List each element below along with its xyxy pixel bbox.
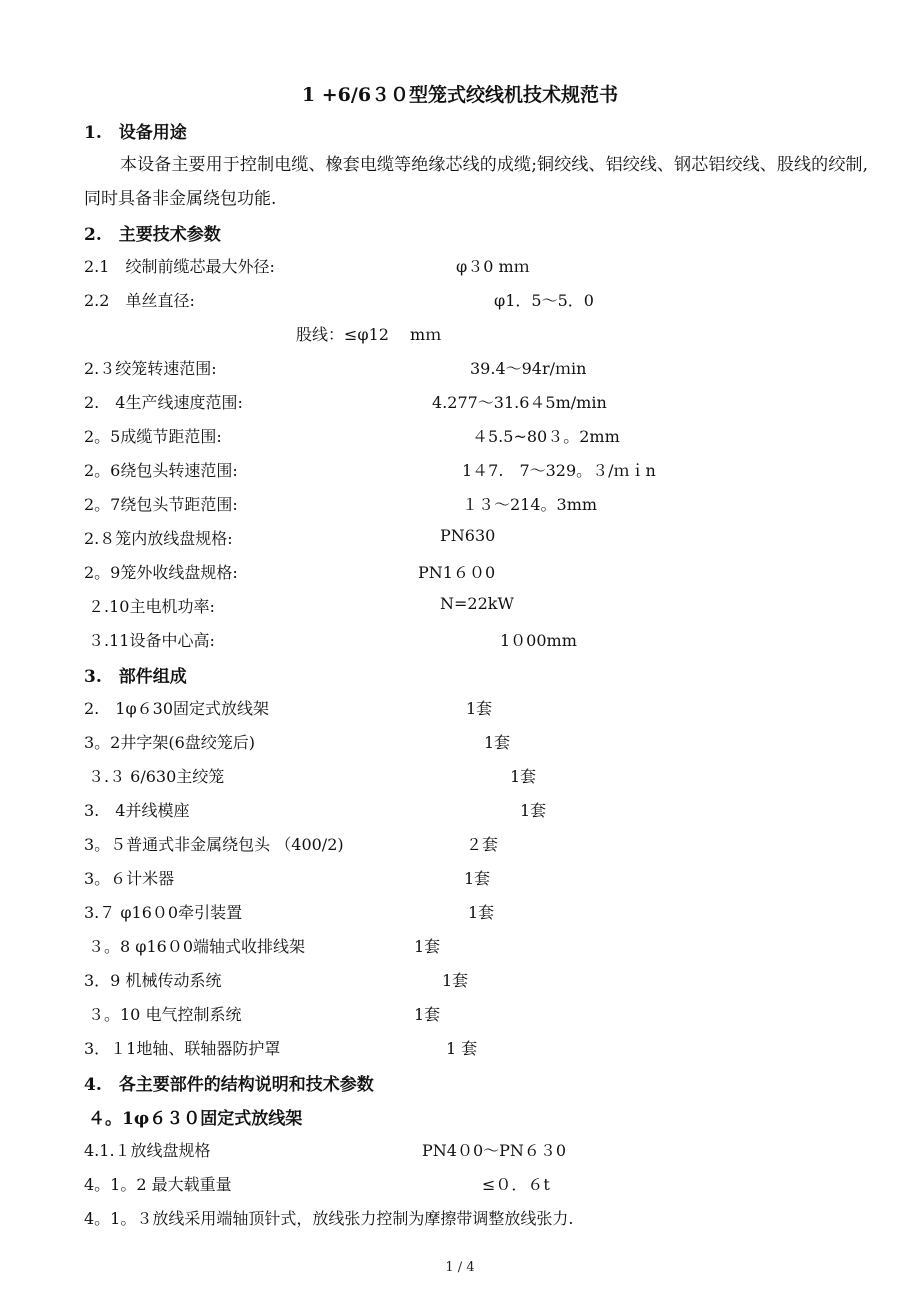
part-quantity: 1套: [510, 767, 537, 786]
part-row: [0, 798, 920, 826]
param-row: [0, 288, 920, 316]
part-label: 3.７ φ16０0牵引装置: [84, 903, 243, 922]
part-quantity: 1 套: [446, 1039, 478, 1058]
section-1-heading: 1. 设备用途: [84, 123, 187, 143]
param-label: 2.８笼内放线盘规格:: [84, 529, 233, 548]
param-value: 39.4～94r/ｍin: [470, 359, 587, 378]
param-value: φ1．5～5．0: [494, 291, 594, 310]
param-label: 2。5成缆节距范围:: [84, 427, 222, 446]
part-row: [0, 764, 920, 792]
spec-row: [0, 1138, 920, 1166]
document-title: 1 +6/6３０型笼式绞线机技术规范书: [301, 84, 619, 106]
param-value: N=22kW: [440, 594, 514, 613]
section-3-heading: 3. 部件组成: [84, 667, 187, 687]
spec-label: 4.1.１放线盘规格: [84, 1141, 211, 1160]
part-label: ３.３ 6/630主绞笼: [88, 767, 225, 786]
part-row: [0, 1002, 920, 1030]
param-label: ３.11设备中心高:: [88, 631, 215, 650]
param-value: １３～214。3mm: [462, 495, 598, 514]
part-quantity: 1套: [464, 869, 491, 888]
param-label: 2。9笼外收线盘规格:: [84, 563, 238, 582]
part-label: 3。2井字架(6盘绞笼后): [84, 733, 256, 752]
spec-label: 4。1。2 最大载重量: [84, 1175, 232, 1194]
section-4-heading: 4. 各主要部件的结构说明和技术参数: [84, 1075, 374, 1095]
param-value: φ３0 mｍ: [456, 257, 530, 276]
param-row: [0, 492, 920, 520]
part-row: [0, 730, 920, 758]
param-label: 2。7绕包头节距范围:: [84, 495, 238, 514]
param-label: 2.1 绞制前缆芯最大外径:: [84, 257, 275, 276]
param-row: [0, 390, 920, 418]
spec-value: ≤０．６t: [482, 1175, 550, 1194]
param-label: 2。6绕包头转速范围:: [84, 461, 238, 480]
param-row: [0, 356, 920, 384]
spec-value: PN4０0～PN６３0: [422, 1141, 567, 1160]
part-quantity: 1套: [414, 937, 441, 956]
param-value: PN1６０0: [418, 563, 496, 582]
param-value: PN630: [440, 526, 496, 545]
part-row: [0, 866, 920, 894]
param-row: [0, 458, 920, 486]
part-label: 3. 4并线模座: [84, 801, 190, 820]
part-label: 3．9 机械传动系统: [84, 971, 222, 990]
param-row: [0, 560, 920, 588]
part-row: [0, 696, 920, 724]
section-4-1-heading: ４。1φ６３０固定式放线架: [88, 1109, 303, 1129]
param-label: 2.３绞笼转速范围:: [84, 359, 217, 378]
param-label: 2. 4生产线速度范围:: [84, 393, 243, 412]
param-row: [0, 628, 920, 656]
part-quantity: 1套: [484, 733, 511, 752]
param-label: ２.10主电机功率:: [88, 597, 215, 616]
param-value: ４5.5~80３。2mm: [472, 427, 620, 446]
part-row: [0, 934, 920, 962]
param-value: 1４7. 7～329。３/ｍｉn: [462, 461, 656, 480]
part-quantity: 1套: [466, 699, 493, 718]
param-label: 2.2 单丝直径:: [84, 291, 195, 310]
part-row: [0, 1036, 920, 1064]
part-row: [0, 832, 920, 860]
part-label: 3。６计米器: [84, 869, 175, 888]
part-quantity: ２套: [466, 835, 499, 854]
part-label: ３。8 φ16０0端轴式收排线架: [88, 937, 306, 956]
spec-row: [0, 1172, 920, 1200]
param-row: [0, 594, 920, 622]
section-1-paragraph: 本设备主要用于控制电缆、橡套电缆等绝缘芯线的成缆;铜绞线、铝绞线、钢芯铝绞线、股线的绞制,同时具备非金属绕包功能.: [84, 155, 868, 209]
part-label: ３。10 电气控制系统: [88, 1005, 242, 1024]
strand-note: 股线：≤φ12 mｍ: [296, 325, 442, 344]
part-label: 2. 1φ６30固定式放线架: [84, 699, 270, 718]
param-value: 1０00mm: [500, 631, 577, 650]
page-number: 1 / 4: [445, 1260, 475, 1275]
section-2-heading: 2. 主要技术参数: [84, 225, 221, 245]
part-row: [0, 968, 920, 996]
part-row: [0, 900, 920, 928]
part-quantity: 1套: [468, 903, 495, 922]
param-row: [0, 526, 920, 554]
param-row: [0, 424, 920, 452]
param-row: [0, 254, 920, 282]
part-quantity: 1套: [414, 1005, 441, 1024]
part-quantity: 1套: [520, 801, 547, 820]
part-label: 3．１1地轴、联轴器防护罩: [84, 1039, 281, 1058]
param-value: 4.277～31.6４5m/min: [432, 393, 607, 412]
spec-item-3: 4。1。３放线采用端轴顶针式，放线张力控制为摩擦带调整放线张力.: [84, 1209, 574, 1228]
part-quantity: 1套: [442, 971, 469, 990]
part-label: 3。５普通式非金属绕包头 （400/2): [84, 835, 344, 854]
